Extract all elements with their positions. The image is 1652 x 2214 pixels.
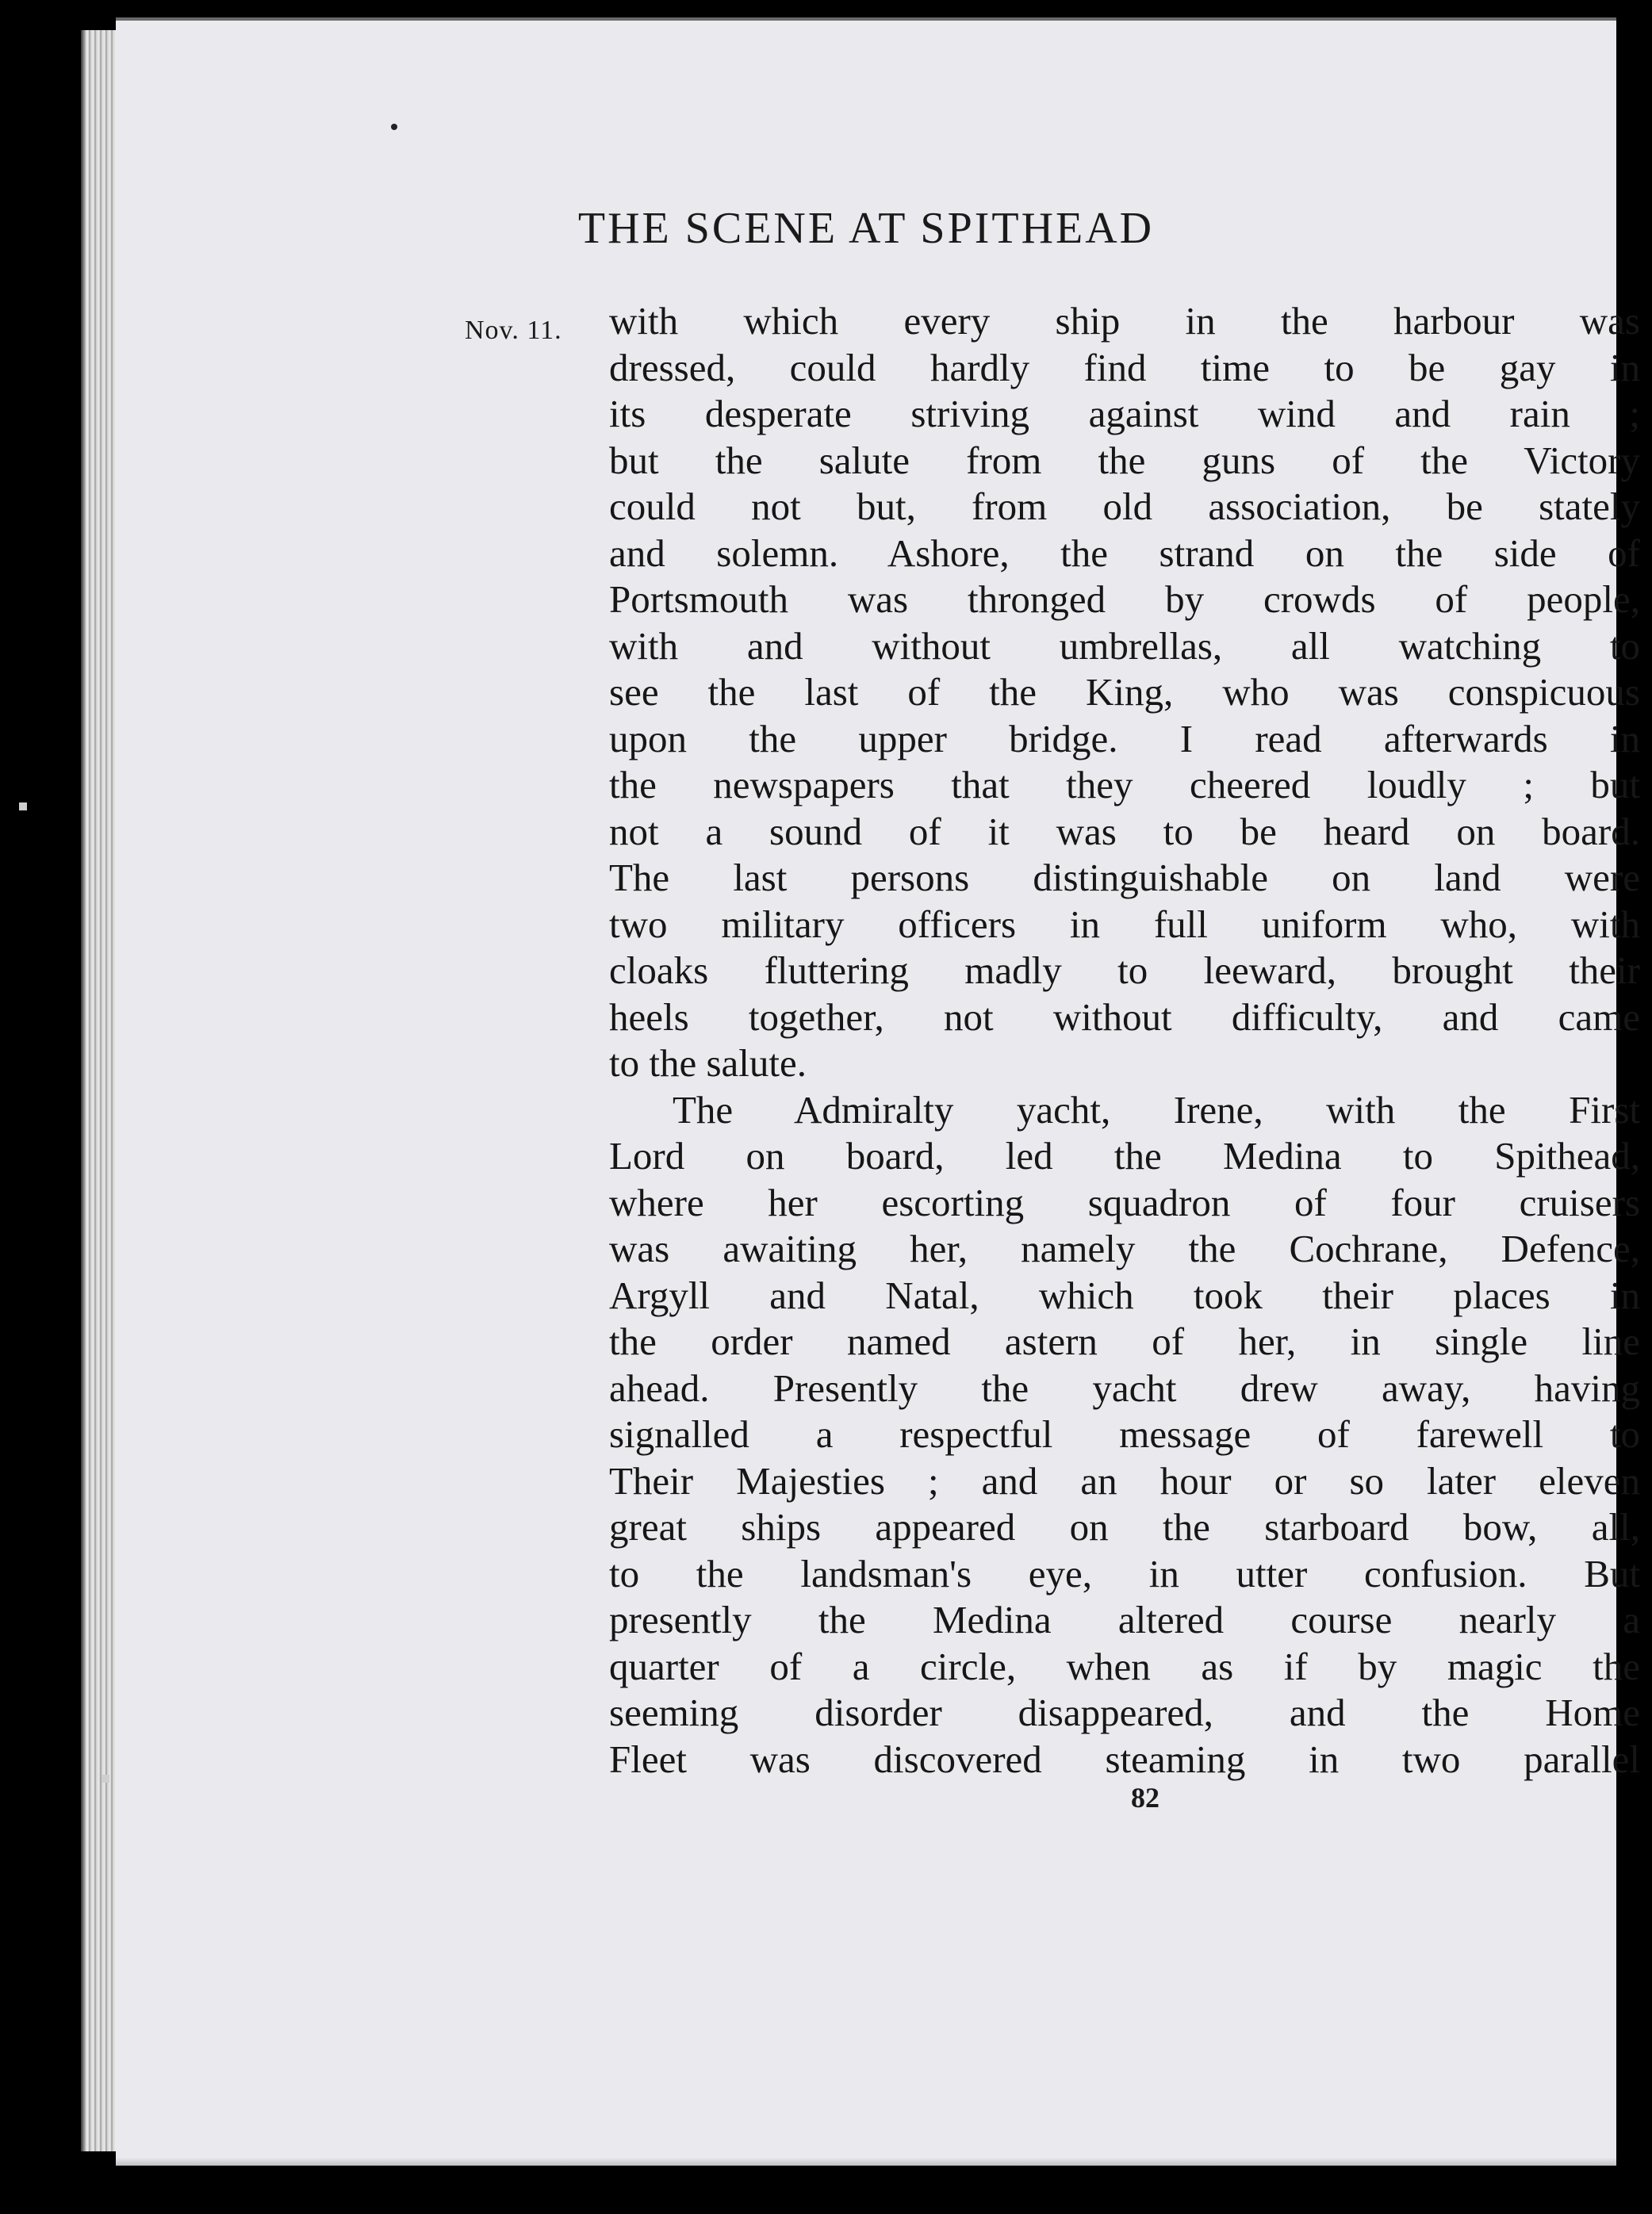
text-line: not a sound of it was to be heard on board.: [609, 809, 1640, 853]
text-line: heels together, not without difficulty, and came: [609, 994, 1640, 1039]
text-line: The Admiralty yacht, Irene, with the First: [673, 1087, 1640, 1132]
text-line: cloaks fluttering madly to leeward, brought their: [609, 948, 1640, 992]
scan-mark: [102, 1775, 109, 1783]
text-line: ahead. Presently the yacht drew away, having: [609, 1366, 1640, 1410]
text-line: could not but, from old association, be stately: [609, 485, 1640, 528]
text-line: to the salute.: [609, 1041, 807, 1085]
text-line: seeming disorder disappeared, and the Home: [609, 1691, 1640, 1734]
text-line: great ships appeared on the starboard bow, all,: [609, 1505, 1640, 1549]
running-head: [116, 203, 1616, 254]
page-number: 82: [1131, 1782, 1159, 1814]
text-line: but the salute from the guns of the Victory: [609, 438, 1640, 482]
specks: [391, 124, 397, 130]
page-edges: [86, 30, 117, 2151]
text-line: where her escorting squadron of four cruisers: [609, 1180, 1640, 1224]
text-line: The last persons distinguishable on land were: [609, 856, 1640, 899]
text-line: Portsmouth was thronged by crowds of people,: [609, 577, 1640, 621]
scan-mark: [19, 802, 27, 810]
text-line: its desperate striving against wind and rain ;: [609, 392, 1640, 435]
text-line: Argyll and Natal, which took their places in: [609, 1273, 1640, 1317]
text-line: with and without umbrellas, all watching to: [609, 623, 1640, 668]
text-line: was awaiting her, namely the Cochrane, Defence,: [609, 1227, 1640, 1270]
text-line: Lord on board, led the Medina to Spithead,: [609, 1134, 1640, 1178]
body-text: [609, 298, 1640, 1783]
text-line: upon the upper bridge. I read afterwards in: [609, 716, 1640, 760]
text-line: with which every ship in the harbour was: [609, 299, 1640, 343]
text-line: and solemn. Ashore, the strand on the side of: [609, 531, 1640, 575]
text-line: two military officers in full uniform who, with: [609, 902, 1640, 946]
text-line: the newspapers that they cheered loudly ; but: [609, 763, 1640, 806]
text-line: see the last of the King, who was conspicuous: [609, 670, 1640, 714]
text-line: dressed, could hardly find time to be gay in: [609, 345, 1640, 389]
text-line: quarter of a circle, when as if by magic the: [609, 1644, 1640, 1688]
text-line: Fleet was discovered steaming in two parallel: [609, 1737, 1640, 1781]
text-line: the order named astern of her, in single line: [609, 1320, 1640, 1363]
text-line: signalled a respectful message of farewell to: [609, 1412, 1640, 1456]
running-head-text: THE SCENE AT SPITHEAD: [577, 204, 1155, 253]
text-line: Their Majesties ; and an hour or so later eleven: [609, 1458, 1640, 1503]
book-page: [116, 17, 1640, 2166]
text-line: to the landsman's eye, in utter confusion. But: [609, 1551, 1640, 1595]
text-line: presently the Medina altered course nearly a: [609, 1598, 1640, 1641]
side-note-date: Nov. 11.: [465, 316, 562, 345]
